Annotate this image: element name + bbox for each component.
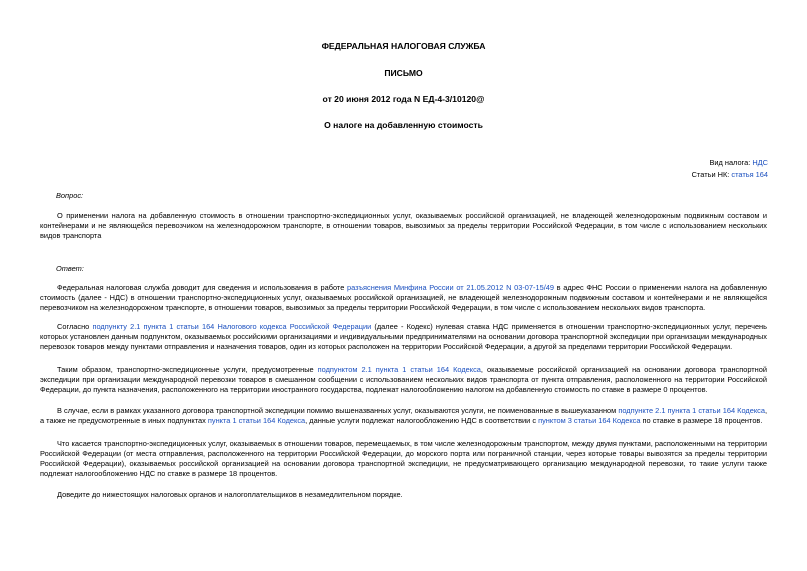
answer-p3-text-a: Таким образом, транспортно-экспедиционные услуги, предусмотренные <box>57 365 318 374</box>
answer-p4-text-d: по ставке в размере 18 процентов. <box>640 416 763 426</box>
tax-articles-line <box>692 170 768 180</box>
answer-p4-text-c: , данные услуги подлежат налогообложению НДС в соответствии с <box>305 416 539 426</box>
tax-articles-label: Статьи НК: <box>691 170 732 179</box>
tax-type-label: Вид налога: <box>709 158 753 167</box>
answer-label: Ответ: <box>56 264 84 273</box>
document-date-number: от 20 июня 2012 года N ЕД-4-3/10120@ <box>322 94 485 104</box>
tax-code-article-164-link[interactable]: подпункту 2.1 пункта 1 статьи 164 Налогового кодекса Российской Федерации <box>92 322 372 331</box>
answer-paragraph-5: Что касается транспортно-экспедиционных услуг, оказываемых в отношении товаров, перемещаемых, в том числе железнодорожным транспортом, между двумя пунктами, расположенными на территории Российской Федерации (от места отправления, расположенного на территории Российской Федерации, до морского порта или пограничной станции, через которые товары вывозятся за пределы территории Российской Федерации), оказываемых российской организацией на основании договора транспортной экспедиции, не предусматривающего организацию международной перевозки, то такие услуги также подлежат налогообложению НДС по ставке в размере 18 процентов. <box>40 439 767 479</box>
answer-paragraph-6: Доведите до нижестоящих налоговых органов и налогоплательщиков в незамедлительном порядке. <box>57 490 403 499</box>
answer-p1-text-b: в адрес ФНС России о применении налога на добавленную стоимость (далее - НДС) в отношении транспортно-экспедиционных услуг, оказываемых российской организацией, не владеющей железнодорожным подвижным составом и контейнерами и не являющейся перевозчиком на железнодорожном транспорте, в отношении товаров, вывозимых за пределы территории Российской Федерации, в том числе с использованием нескольких видов транспорта. <box>40 283 767 313</box>
tax-type-line <box>709 158 768 168</box>
answer-p2-text-b: (далее - Кодекс) нулевая ставка НДС применяется в отношении транспортно-экспедиционных услуг, перечень которых установлен данным подпунктом, оказываемых российскими организациями и индивидуальными предпринимателями на основании договора транспортной экспедиции при организации международных перевозок товаров между пунктами отправления и назначения товаров, один из которых расположен на территории Российской Федерации, а другой за пределами территории Российской Федерации. <box>40 322 767 352</box>
answer-p2-text-a: Согласно <box>57 322 93 331</box>
answer-paragraph-3 <box>40 365 767 395</box>
answer-p1-text-a: Федеральная налоговая служба доводит для сведения и использования в работе <box>57 283 348 292</box>
answer-p4-text-a: В случае, если в рамках указанного договора транспортной экспедиции помимо вышеназванных услуг, оказываются услуги, не поименованные в вышеуказанном <box>57 406 619 415</box>
article-164-paragraph-1-link[interactable]: пункта 1 статьи 164 Кодекса <box>207 416 306 426</box>
article-164-paragraph-3-link[interactable]: пунктом 3 статьи 164 Кодекса <box>538 416 641 426</box>
answer-paragraph-2 <box>40 322 767 352</box>
tax-type-link[interactable]: НДС <box>752 158 768 167</box>
question-text: О применении налога на добавленную стоимость в отношении транспортно-экспедиционных услуг, оказываемых российской организацией, не владеющей железнодорожным подвижным составом и контейнерами и не являющейся перевозчиком на железнодорожном транспорте, в отношении товаров, вывозимых за пределы территории Российской Федерации, в том числе с использованием нескольких видов транспорта <box>40 211 767 241</box>
document-type: ПИСЬМО <box>384 68 423 78</box>
question-label: Вопрос: <box>56 191 84 200</box>
subparagraph-2-1-link-2[interactable]: подпункте 2.1 пункта 1 статьи 164 Кодекса <box>618 406 765 415</box>
document-subject: О налоге на добавленную стоимость <box>324 120 483 130</box>
tax-articles-link[interactable]: статья 164 <box>731 170 768 179</box>
subparagraph-2-1-link[interactable]: подпунктом 2.1 пункта 1 статьи 164 Кодекса <box>317 365 481 374</box>
minfin-letter-link[interactable]: разъяснения Минфина России от 21.05.2012 N 03-07-15/49 <box>347 283 554 292</box>
answer-p4-text-b: , а также не предусмотренные в иных подпунктах <box>40 406 767 426</box>
answer-paragraph-4 <box>40 406 767 426</box>
answer-p3-text-b: , оказываемые российской организацией на основании договора транспортной экспедиции при организации международной перевозки товаров в смешанном сообщении с использованием нескольких видов транспорта от пункта отправления, расположенного на территории Российской Федерации, до пункта назначения, расположенного на территории иностранного государства, подлежат налогообложению налогом на добавленную стоимость по ставке в размере 0 процентов. <box>40 365 768 395</box>
agency-title: ФЕДЕРАЛЬНАЯ НАЛОГОВАЯ СЛУЖБА <box>321 41 486 51</box>
answer-paragraph-1 <box>40 283 767 313</box>
